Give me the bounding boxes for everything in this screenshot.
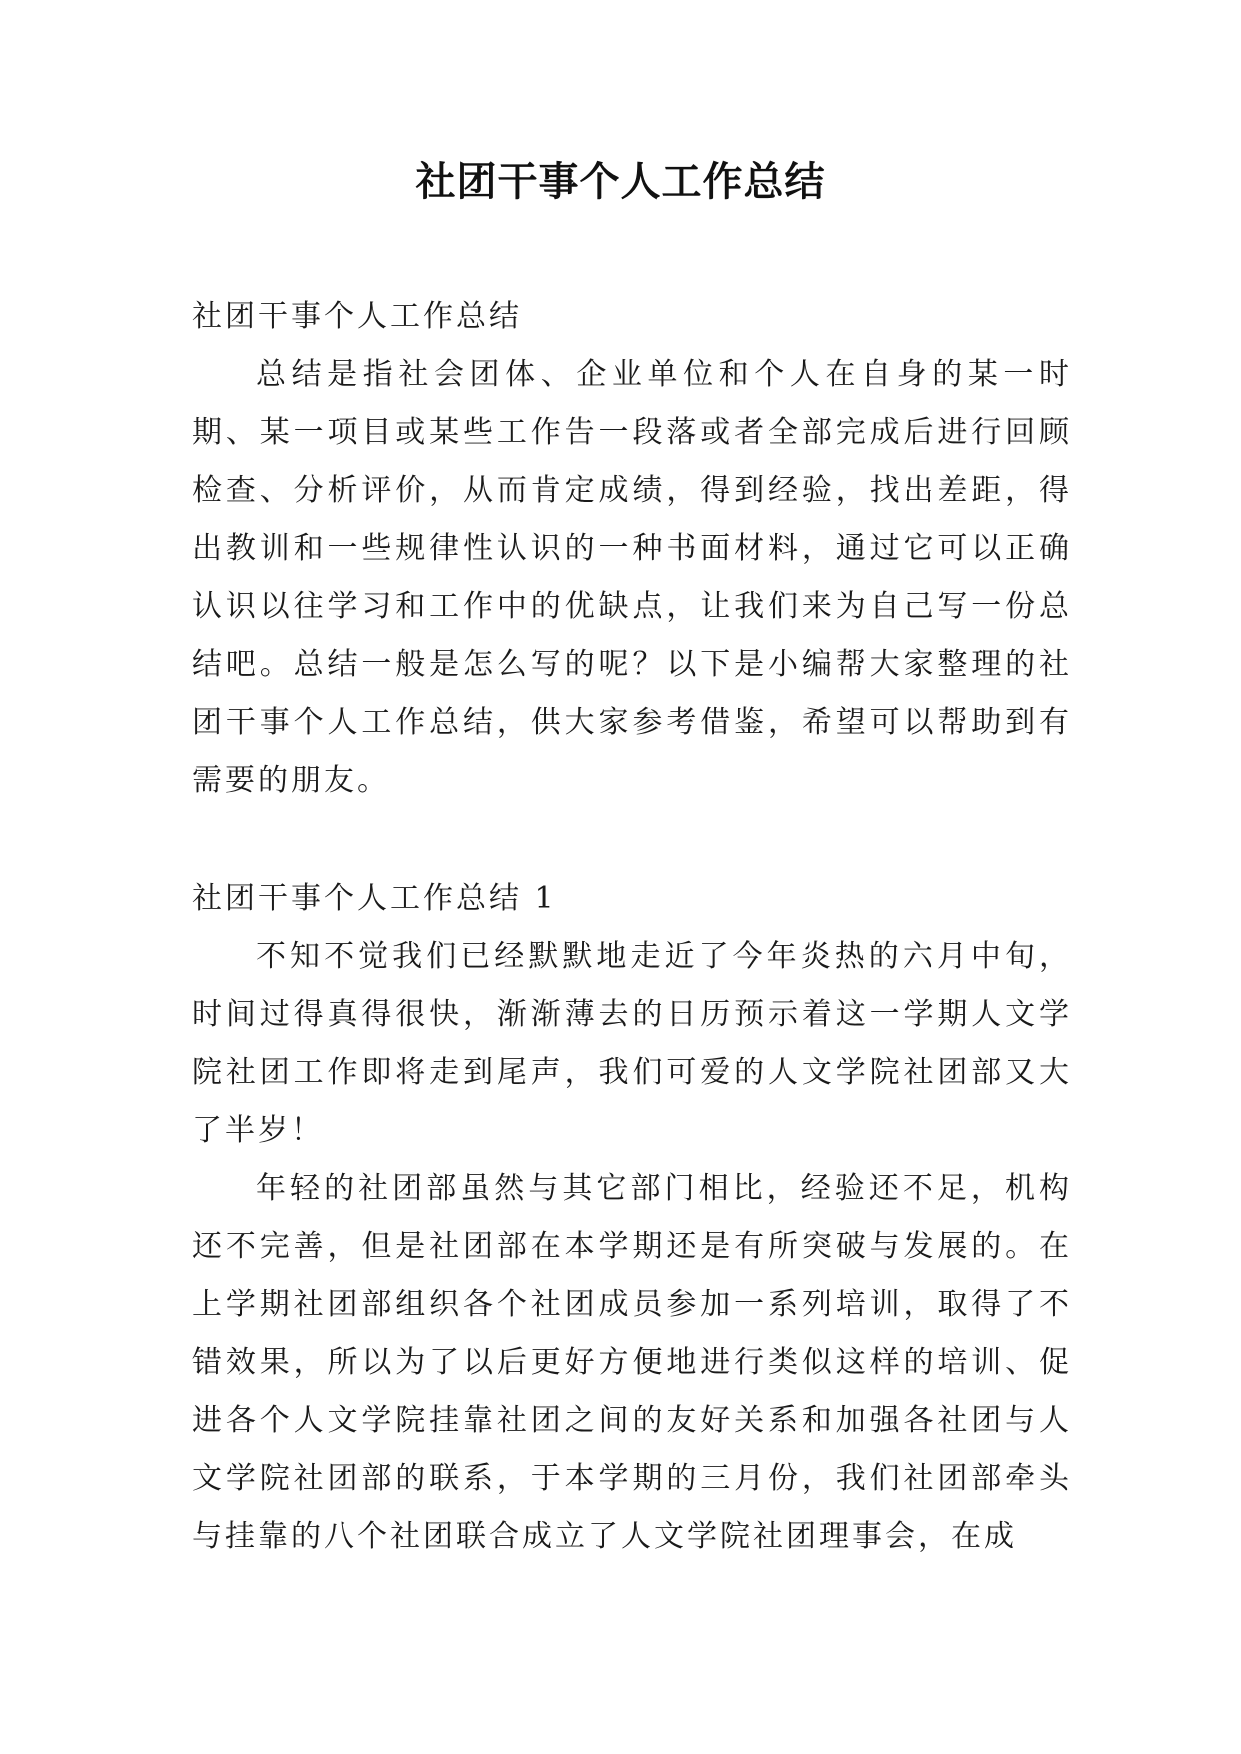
document-title: 社团干事个人工作总结 [415,158,826,205]
intro-paragraph: 总结是指社会团体、企业单位和个人在自身的某一时期、某一项目或某些工作告一段落或者全部完成后进行回顾检查、分析评价，从而肯定成绩，得到经验，找出差距，得出教训和一些规律性认识的一种书面材料，通过它可以正确认识以往学习和工作中的优缺点，让我们来为自己写一份总结吧。总结一般是怎么写的呢？以下是小编帮大家整理的社团干事个人工作总结，供大家参考借鉴，希望可以帮助到有需要的朋友。 [192,357,1072,798]
intro-section [192,288,1072,810]
intro-heading: 社团干事个人工作总结 [192,299,522,334]
section-1-paragraph: 不知不觉我们已经默默地走近了今年炎热的六月中旬，时间过得真得很快，渐渐薄去的日历预示着这一学期人文学院社团工作即将走到尾声，我们可爱的人文学院社团部又大了半岁！ [192,939,1072,1148]
section-1 [192,870,1072,1566]
section-1-heading: 社团干事个人工作总结 1 [192,881,557,916]
section-1-paragraph: 年轻的社团部虽然与其它部门相比，经验还不足，机构还不完善，但是社团部在本学期还是有所突破与发展的。在上学期社团部组织各个社团成员参加一系列培训，取得了不错效果，所以为了以后更好方便地进行类似这样的培训、促进各个人文学院挂靠社团之间的友好关系和加强各社团与人文学院社团部的联系，于本学期的三月份，我们社团部牵头与挂靠的八个社团联合成立了人文学院社团理事会，在成 [192,1171,1072,1554]
